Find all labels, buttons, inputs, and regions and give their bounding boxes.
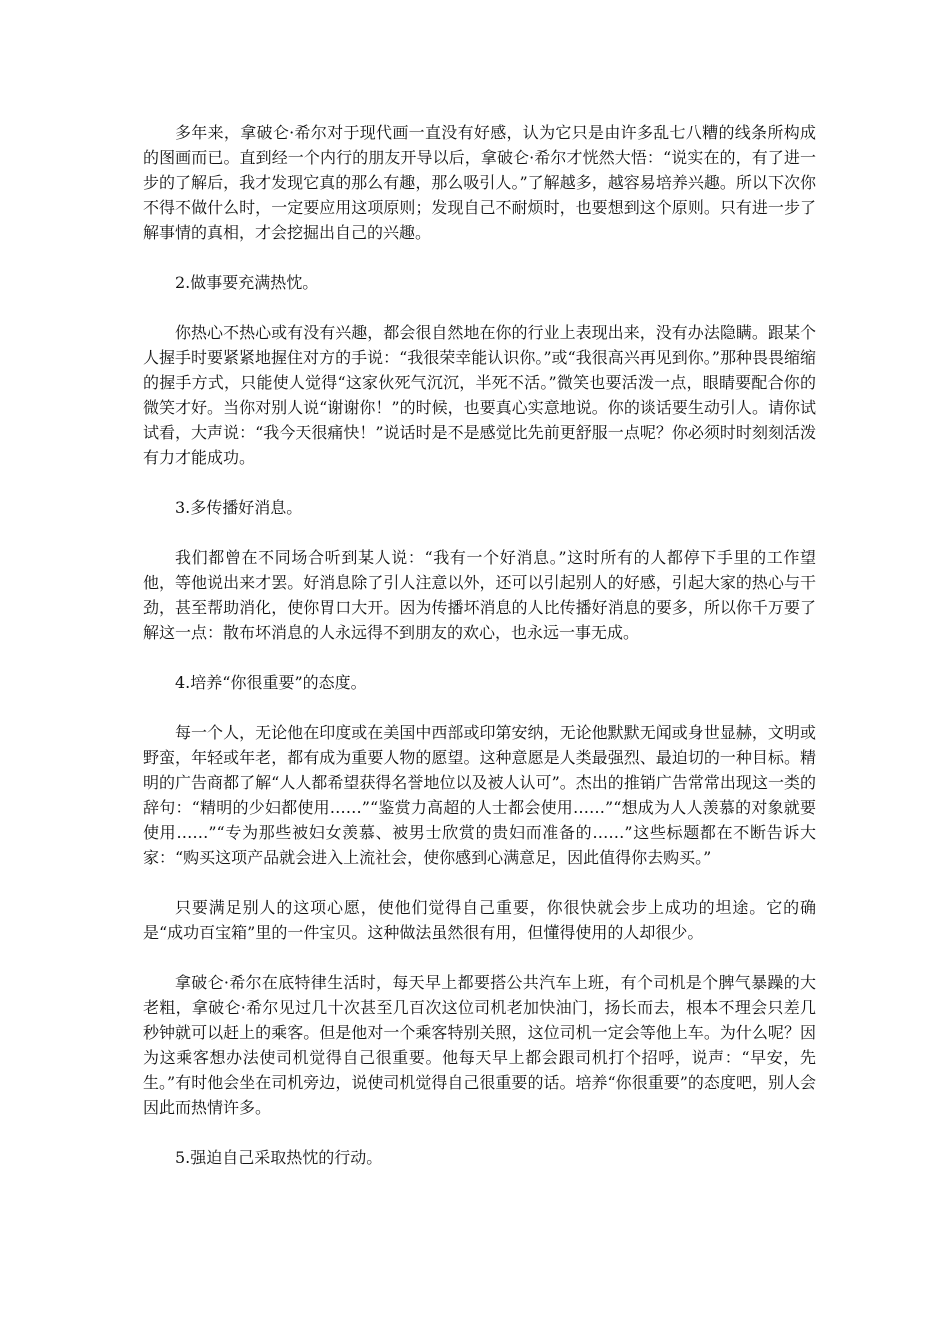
paragraph-bus-driver: 拿破仑·希尔在底特律生活时，每天早上都要搭公共汽车上班，有个司机是个脾气暴躁的大老粗，拿破仑·希尔见过几十次甚至几百次这位司机老加快油门，扬长而去，根本不理会只差几秒钟就可以赶上的乘客。但是他对一个乘客特别关照，这位司机一定会等他上车。为什么呢？因为这乘客想办法使司机觉得自己很重要。他每天早上都会跟司机打个招呼，说声：“早安，先生。”有时他会坐在司机旁边，说使司机觉得自己很重要的话。培养“你很重要”的态度吧，别人会因此而热情许多。 (143, 973, 816, 1117)
document-body (143, 120, 816, 1195)
paragraph-success-box: 只要满足别人的这项心愿，使他们觉得自己重要，你很快就会步上成功的坦途。它的确是“成功百宝箱”里的一件宝贝。这种做法虽然很有用，但懂得使用的人却很少。 (143, 898, 816, 942)
heading-good-news: 3.多传播好消息。 (175, 498, 303, 517)
heading-force-action: 5.强迫自己采取热忱的行动。 (175, 1148, 383, 1167)
paragraph-enthusiasm: 你热心不热心或有没有兴趣，都会很自然地在你的行业上表现出来，没有办法隐瞒。跟某个人握手时要紧紧地握住对方的手说：“我很荣幸能认识你。”或“我很高兴再见到你。”那种畏畏缩缩的握手方式，只能使人觉得“这家伙死气沉沉，半死不活。”微笑也要活泼一点，眼睛要配合你的微笑才好。当你对别人说“谢谢你！”的时候，也要真心实意地说。你的谈话要生动引人。请你试试看，大声说：“我今天很痛快！”说话时是不是感觉比先前更舒服一点呢？你必须时时刻刻活泼有力才能成功。 (143, 323, 816, 467)
paragraph-importance: 每一个人，无论他在印度或在美国中西部或印第安纳，无论他默默无闻或身世显赫，文明或野蛮，年轻或年老，都有成为重要人物的愿望。这种意愿是人类最强烈、最迫切的一种目标。精明的广告商都了解“人人都希望获得名誉地位以及被人认可”。杰出的推销广告常常出现这一类的辞句：“精明的少妇都使用……”“鉴赏力高超的人士都会使用……”“想成为人人羡慕的对象就要使用……”“专为那些被妇女羡慕、被男士欣赏的贵妇而准备的……”这些标题都在不断告诉大家：“购买这项产品就会进入上流社会，使你感到心满意足，因此值得你去购买。” (143, 723, 816, 867)
heading-enthusiasm: 2.做事要充满热忱。 (175, 273, 319, 292)
paragraph-good-news: 我们都曾在不同场合听到某人说：“我有一个好消息。”这时所有的人都停下手里的工作望他，等他说出来才罢。好消息除了引人注意以外，还可以引起别人的好感，引起大家的热心与干劲，甚至帮助消化，使你胃口大开。因为传播坏消息的人比传播好消息的要多，所以你千万要了解这一点：散布坏消息的人永远得不到朋友的欢心，也永远一事无成。 (143, 548, 816, 642)
paragraph-modern-art: 多年来，拿破仑·希尔对于现代画一直没有好感，认为它只是由许多乱七八糟的线条所构成的图画而已。直到经一个内行的朋友开导以后，拿破仑·希尔才恍然大悟：“说实在的，有了进一步的了解后，我才发现它真的那么有趣，那么吸引人。”了解越多，越容易培养兴趣。所以下次你不得不做什么时，一定要应用这项原则；发现自己不耐烦时，也要想到这个原则。只有进一步了解事情的真相，才会挖掘出自己的兴趣。 (143, 123, 816, 242)
heading-importance: 4.培养“你很重要”的态度。 (175, 673, 367, 692)
